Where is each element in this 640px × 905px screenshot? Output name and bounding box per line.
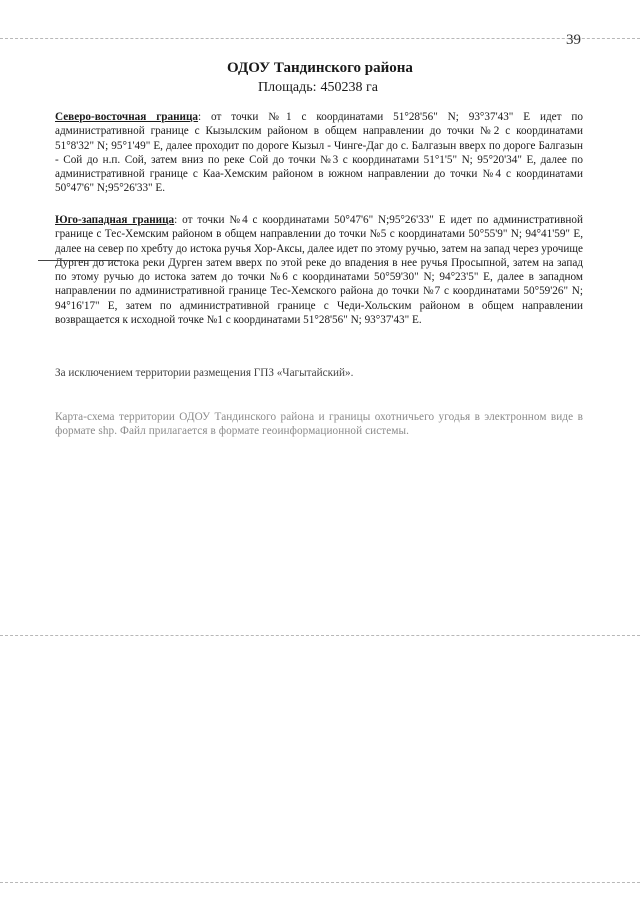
exclusion-note: За исключением территории размещения ГПЗ «Чагытайский». [55,367,354,379]
area-line [0,80,640,96]
southwest-boundary-heading: Юго-западная граница [55,214,175,226]
northeast-boundary-paragraph [55,110,583,196]
scan-artifact-bottom [0,882,640,883]
map-note: Карта-схема территории ОДОУ Тандинского района и границы охотничьего угодья в электронном виде в формате shp. Файл прилагается в формате геоинформационной системы. [55,411,583,438]
northeast-boundary-text: : от точки №1 с координатами 51°28'56" N; 93°37'43" E идет по административной границе с Кызылским районом в общем направлении до точки №2 с координатами 51°8'32" N; 95°1'49" E, далее проходит по дороге Кызыл - Чинге-Даг до с. Балгазын вверх по дороге Балгазын - Сой до н.п. Сой, затем вниз по реке Сой до точки №3 с координатами 51°1'5" N; 95°20'34" E, далее по административной границе с Каа-Хемским районом в южном направлении до точки №4 с координатами 50°47'6" N;95°26'33" E. [55,111,583,195]
southwest-boundary-paragraph [55,213,583,327]
page-number: 39 [566,32,581,48]
strike-mark [38,260,120,261]
scan-artifact-top [0,38,640,39]
southwest-boundary-text: : от точки №4 с координатами 50°47'6" N;95°26'33" E идет по административной границе с Тес-Хемским районом в общем направлении до точки №5 с координатами 50°55'9" N; 94°41'59" E, далее на север по хребту до истока ручья Хор-Аксы, далее идет по этому ручью, затем на запад через урочище Дурген до истока реки Дурген затем вверх по этой реке до впадения в нее ручья Просыпной, затем на запад по этому ручью до истока затем до точки №6 с координатами 50°59'30" N; 94°23'5" E, далее в западном направлении по административной границе Тес-Хемского района до точки №7 с координатами 50°59'26" N; 94°16'17" E, затем по административной границе с Чеди-Хольским районом в общем направлении возвращается к исходной точке №1 с координатами 51°28'56" N; 93°37'43" E. [55,214,583,327]
area-value: 450238 га [320,80,378,95]
document-title: ОДОУ Тандинского района [227,60,413,76]
northeast-boundary-heading: Северо-восточная граница [55,111,199,123]
area-label: Площадь: [258,80,317,95]
scan-artifact-middle [0,635,640,636]
